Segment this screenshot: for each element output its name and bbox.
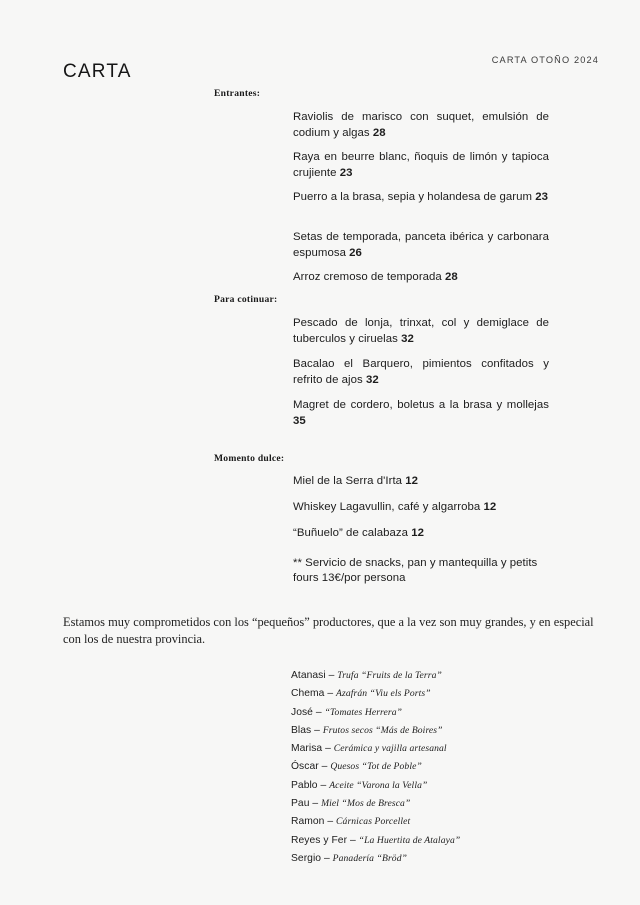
menu-item-price: 35	[293, 414, 306, 427]
producer-name: Reyes y Fer –	[291, 834, 359, 846]
producer-row	[291, 702, 591, 720]
producer-name: Pablo –	[291, 779, 330, 791]
producer-name: Pau –	[291, 798, 322, 810]
service-note: ** Servicio de snacks, pan y mantequilla y petits fours 13€/por persona	[293, 557, 538, 585]
producer-description: Aceite “Varona la Vella”	[329, 779, 428, 791]
menu-item-name: Pescado de lonja, trinxat, col y demiglace de tuberculos y ciruelas	[293, 317, 549, 345]
producers-list	[291, 665, 591, 866]
menu-item	[293, 526, 549, 542]
producer-description: Frutos secos “Más de Boires”	[322, 724, 443, 736]
page-title: CARTA	[63, 61, 132, 82]
menu-item-price: 32	[401, 332, 414, 345]
producer-description: Azafrán “Viu els Ports”	[336, 688, 431, 700]
menu-item-price: 28	[369, 126, 386, 139]
menu-item	[293, 500, 549, 516]
menu-item-price: 23	[532, 191, 549, 203]
producer-row	[291, 738, 591, 756]
menu-item	[293, 316, 549, 347]
section-heading: Entrantes:	[214, 88, 261, 99]
menu-item	[293, 357, 549, 388]
menu-item-name: Whiskey Lagavullin, café y algarroba	[293, 501, 481, 513]
menu-item-price: 23	[339, 166, 353, 179]
menu-item-name: Magret de cordero, boletus a la brasa y mollejas	[293, 399, 549, 411]
menu-item	[293, 110, 549, 141]
menu-item-price: 12	[402, 475, 419, 487]
producer-name: Marisa –	[291, 743, 334, 755]
menu-item-name: Miel de la Serra d'Irta	[293, 475, 403, 487]
producer-row	[291, 665, 591, 683]
section-heading: Momento dulce:	[214, 453, 285, 464]
menu-item	[293, 190, 549, 206]
producer-description: “La Huertita de Atalaya”	[358, 834, 461, 846]
menu-item-name: Raviolis de marisco con suquet, emulsión de codium y algas	[293, 111, 549, 139]
menu-item	[293, 270, 549, 286]
producer-row	[291, 811, 591, 829]
menu-item-name: Arroz cremoso de temporada	[293, 271, 442, 283]
producer-name: Blas –	[291, 724, 323, 736]
menu-edition-label: CARTA OTOÑO 2024	[491, 55, 599, 65]
producers-intro: Estamos muy comprometidos con los “pequeños” productores, que a la vez son muy grandes, y en especial con los de nuestra provincia.	[63, 615, 594, 646]
menu-item-price: 32	[365, 373, 379, 386]
menu-item-name: Raya en beurre blanc, ñoquis de limón y tapioca crujiente	[293, 151, 549, 179]
producer-name: Sergio –	[291, 852, 333, 864]
menu-item-price: 12	[480, 501, 497, 513]
producer-description: Cárnicas Porcellet	[336, 816, 411, 828]
menu-item-name: “Buñuelo” de calabaza	[293, 527, 412, 539]
menu-item-price: 26	[349, 246, 362, 259]
menu-item	[293, 398, 549, 429]
menu-item-name: Setas de temporada, panceta ibérica y carbonara espumosa	[293, 231, 549, 259]
producer-name: Atanasi –	[291, 670, 338, 681]
producer-row	[291, 720, 591, 738]
producer-row	[291, 756, 591, 774]
producer-name: Óscar –	[291, 761, 331, 773]
menu-item-price: 28	[441, 271, 458, 283]
producer-name: José –	[291, 706, 325, 718]
section-heading: Para cotinuar:	[214, 294, 278, 305]
producer-row	[291, 848, 591, 866]
producer-description: Panadería “Bröd”	[332, 852, 408, 864]
producer-description: Quesos “Tot de Poble”	[330, 761, 422, 773]
menu-item-name: Bacalao el Barquero, pimientos confitados y refrito de ajos	[293, 358, 549, 386]
producer-description: Cerámica y vajilla artesanal	[333, 743, 447, 755]
producer-description: Trufa “Fruits de la Terra”	[337, 670, 442, 681]
menu-item-price: 12	[411, 527, 425, 539]
producer-row	[291, 793, 591, 811]
producer-row	[291, 830, 591, 848]
producer-description: Miel “Mos de Bresca”	[321, 798, 411, 810]
menu-item-name: Puerro a la brasa, sepia y holandesa de garum	[293, 191, 533, 203]
producer-row	[291, 683, 591, 701]
producer-name: Chema –	[291, 688, 337, 700]
menu-item	[293, 150, 549, 181]
menu-item	[293, 474, 549, 490]
producer-description: “Tomates Herrera”	[324, 706, 403, 718]
menu-item	[293, 230, 549, 261]
producer-row	[291, 775, 591, 793]
producer-name: Ramon –	[291, 816, 337, 828]
